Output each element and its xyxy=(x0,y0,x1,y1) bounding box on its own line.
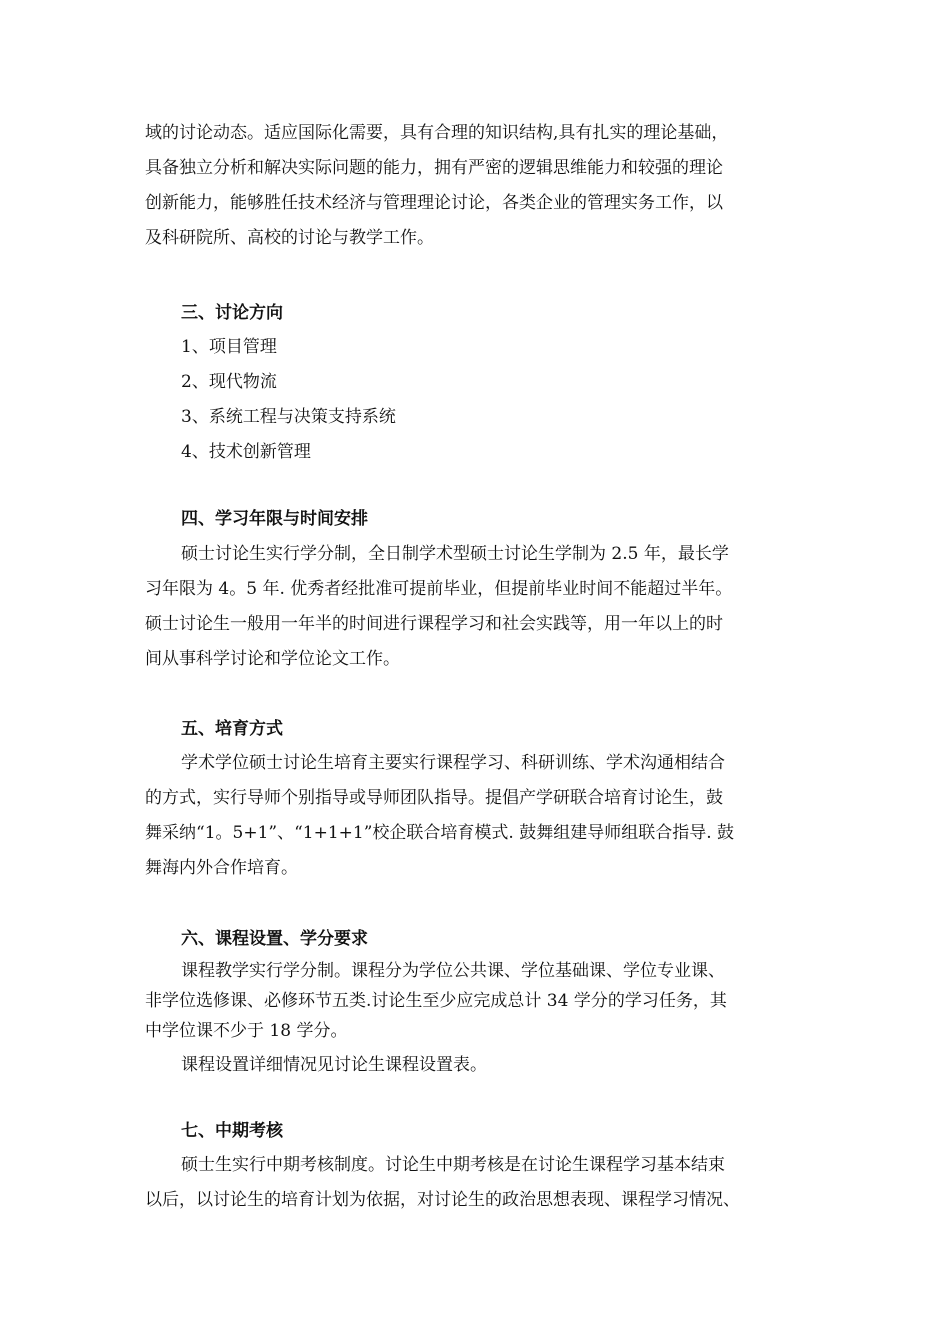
paragraph-line: 的方式，实行导师个别指导或导师团队指导。提倡产学研联合培育讨论生，鼓 xyxy=(145,788,723,808)
paragraph-line: 非学位选修课、必修环节五类.讨论生至少应完成总计 34 学分的学习任务，其 xyxy=(145,991,727,1011)
intro-paragraph xyxy=(145,116,810,256)
paragraph-line: 硕士讨论生实行学分制，全日制学术型硕士讨论生学制为 2.5 年，最长学 xyxy=(181,544,729,564)
list-item: 4、技术创新管理 xyxy=(181,442,311,462)
section-heading-research-directions: 三、讨论方向 xyxy=(181,303,283,323)
paragraph-line: 创新能力，能够胜任技术经济与管理理论讨论，各类企业的管理实务工作，以 xyxy=(145,193,723,213)
study-period-paragraph xyxy=(145,537,810,677)
paragraph-line: 学术学位硕士讨论生培育主要实行课程学习、科研训练、学术沟通相结合 xyxy=(181,753,725,773)
list-item: 2、现代物流 xyxy=(181,372,277,392)
paragraph-line: 具备独立分析和解决实际问题的能力，拥有严密的逻辑思维能力和较强的理论 xyxy=(145,158,723,178)
paragraph-line: 域的讨论动态。适应国际化需要，具有合理的知识结构,具有扎实的理论基础， xyxy=(145,123,729,143)
paragraph-line: 舞采纳“1。5+1”、“1+1+1”校企联合培育模式. 鼓舞组建导师组联合指导. 鼓 xyxy=(145,823,735,843)
paragraph-line: 课程设置详细情况见讨论生课程设置表。 xyxy=(181,1055,487,1075)
training-mode-paragraph xyxy=(145,746,810,886)
paragraph-line: 中学位课不少于 18 学分。 xyxy=(145,1021,348,1041)
courses-note-paragraph xyxy=(145,1048,810,1083)
paragraph-line: 课程教学实行学分制。课程分为学位公共课、学位基础课、学位专业课、 xyxy=(181,961,725,981)
paragraph-line: 习年限为 4。5 年. 优秀者经批准可提前毕业，但提前毕业时间不能超过半年。 xyxy=(145,579,733,599)
paragraph-line: 以后，以讨论生的培育计划为依据，对讨论生的政治思想表现、课程学习情况、 xyxy=(145,1190,740,1210)
list-item: 3、系统工程与决策支持系统 xyxy=(181,407,396,427)
section-heading-study-period: 四、学习年限与时间安排 xyxy=(181,509,368,529)
list-item: 1、项目管理 xyxy=(181,337,277,357)
paragraph-line: 硕士生实行中期考核制度。讨论生中期考核是在讨论生课程学习基本结束 xyxy=(181,1155,725,1175)
section-heading-training-mode: 五、培育方式 xyxy=(181,719,283,739)
paragraph-line: 硕士讨论生一般用一年半的时间进行课程学习和社会实践等，用一年以上的时 xyxy=(145,614,723,634)
paragraph-line: 及科研院所、高校的讨论与教学工作。 xyxy=(145,228,434,248)
courses-credits-paragraph xyxy=(145,956,810,1046)
paragraph-line: 舞海内外合作培育。 xyxy=(145,858,298,878)
paragraph-line: 间从事科学讨论和学位论文工作。 xyxy=(145,649,400,669)
section-heading-midterm-assessment: 七、中期考核 xyxy=(181,1121,283,1141)
midterm-paragraph xyxy=(145,1148,810,1218)
section-heading-courses-credits: 六、课程设置、学分要求 xyxy=(181,929,368,949)
